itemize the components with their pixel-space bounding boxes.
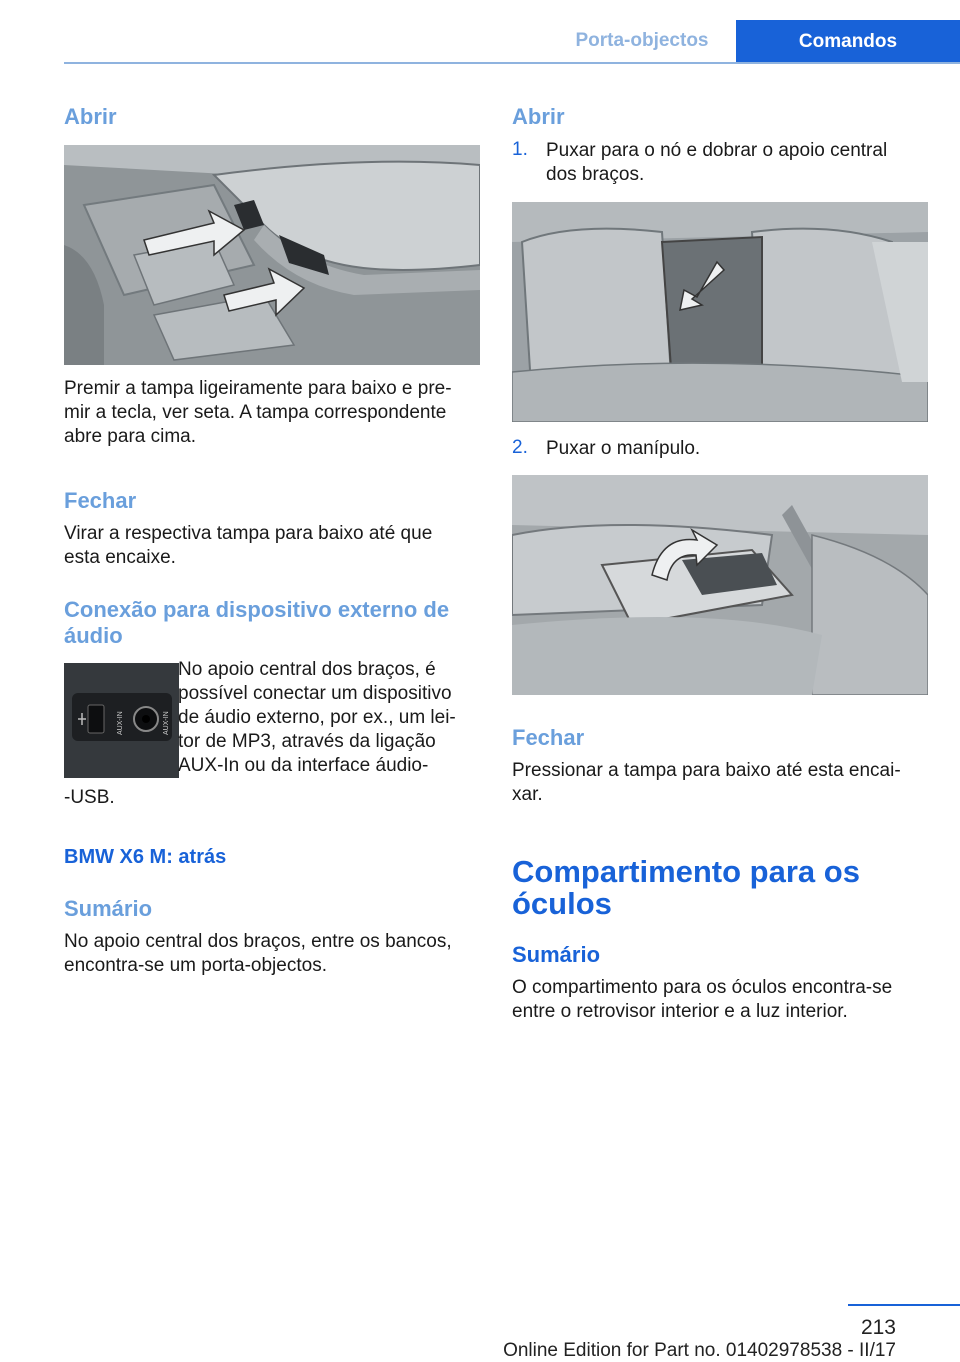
right-summary-heading: Sumário [512,942,601,967]
open-text: Premir a tampa ligeiramente para baixo e pre- mir a tecla, ver seta. A tampa correspondente abre para cima. [64,378,452,447]
aux-text-tail: -USB. [64,787,115,808]
aux-label-1: AUX-IN [117,711,124,735]
step-text-1: Puxar para o nó e dobrar o apoio central dos braços. [546,140,888,185]
step-text-2: Puxar o manípulo. [546,438,701,459]
right-summary-text: O compartimento para os óculos encontra-se entre o retrovisor interior e a luz interior. [512,977,893,1022]
page-number: 213 [860,1316,896,1339]
audio-jack-icon [134,707,158,731]
rear-seat-drawing [512,202,928,422]
close-heading: Fechar [64,488,137,513]
aux-heading: Conexão para dispositivo externo de áudio [64,597,450,648]
glasses-heading: Compartimento para os óculos [512,854,860,921]
summary-heading: Sumário [64,896,153,921]
console-lid-drawing [64,145,480,365]
header-chapter-tab[interactable]: Comandos [736,20,960,64]
right-open-heading: Abrir [512,104,565,129]
footer-edition-note: Online Edition for Part no. 01402978538 - II/17 [503,1340,896,1361]
close-text: Virar a respectiva tampa para baixo até que esta encaixe. [64,523,433,568]
footer-rule [848,1304,960,1306]
header-section-title: Porta-objectos [575,30,709,51]
aux-port-drawing [64,663,179,778]
right-close-heading: Fechar [512,725,585,750]
summary-text: No apoio central dos braços, entre os bancos, encontra-se um porta-objectos. [64,931,452,976]
aux-label-2: AUX-IN [163,711,170,735]
right-close-text: Pressionar a tampa para baixo até esta encai- xar. [512,760,901,805]
aux-text-side: No apoio central dos braços, é possível conectar um dispositivo de áudio externo, por ex., um lei- tor de MP3, através da ligação AUX-In ou da interface áudio- [178,659,456,776]
open-heading: Abrir [64,104,117,129]
step-number-1: 1. [512,139,528,160]
console-lid-illustration [64,145,480,365]
header-rule [64,62,960,64]
step-number-2: 2. [512,437,528,458]
aux-port-photo [64,663,179,778]
handle-drawing [512,475,928,695]
rear-seat-illustration [512,202,928,422]
handle-illustration [512,475,928,695]
x6-heading: BMW X6 M: atrás [64,846,227,868]
